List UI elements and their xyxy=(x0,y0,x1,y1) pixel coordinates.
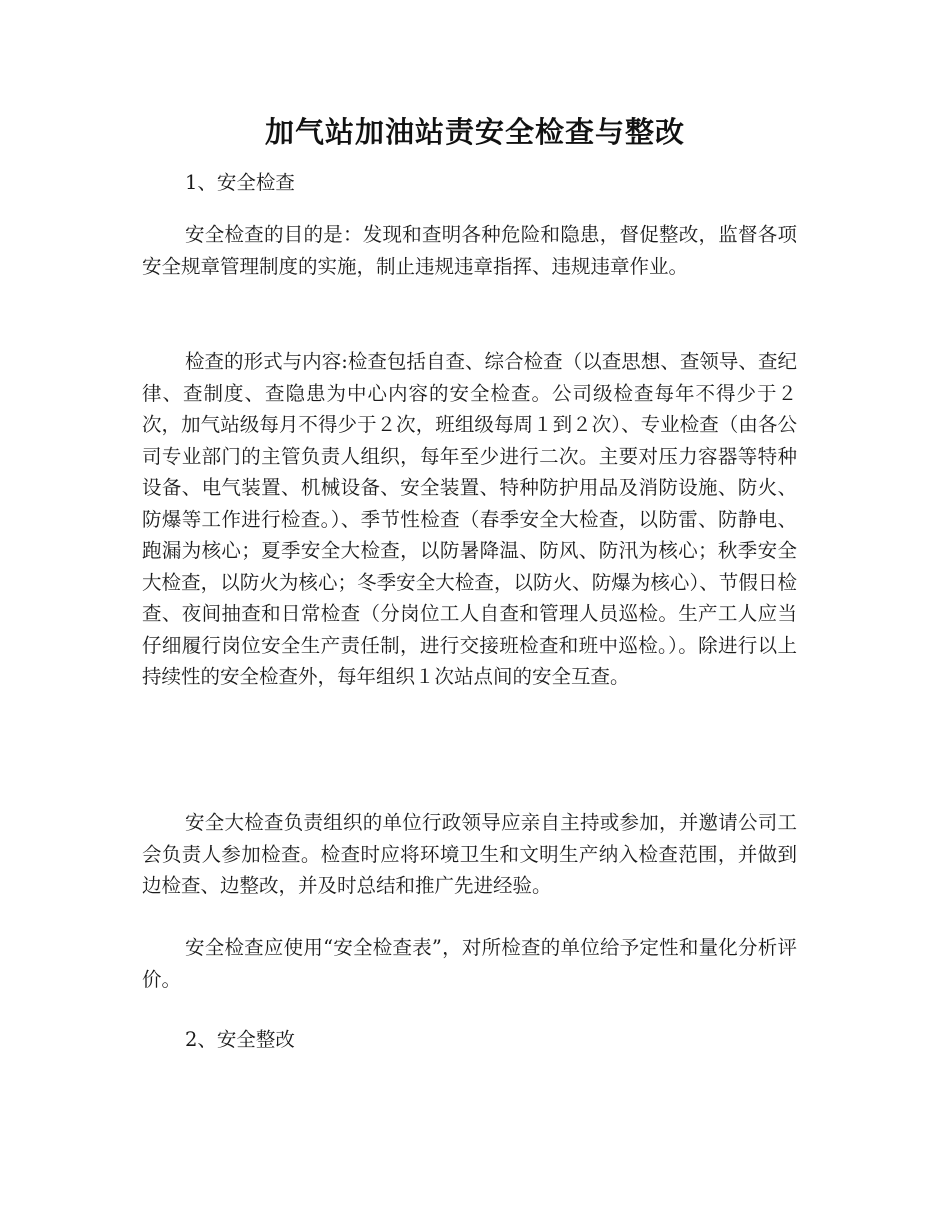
section-heading-safety-inspection: 1、安全检查 xyxy=(185,171,295,194)
paragraph-checklist-usage: 安全检查应使用“安全检查表”，对所检查的单位给予定性和量化分析评价。 xyxy=(142,936,797,991)
paragraph-major-inspection: 安全大检查负责组织的单位行政领导应亲自主持或参加，并邀请公司工会负责人参加检查。检查时应将环境卫生和文明生产纳入检查范围，并做到边检查、边整改，并及时总结和推广先进经验。 xyxy=(142,811,797,897)
paragraph-inspection-purpose: 安全检查的目的是：发现和查明各种危险和隐患，督促整改，监督各项安全规章管理制度的实施，制止违规违章指挥、违规违章作业。 xyxy=(142,223,797,278)
paragraph-inspection-forms: 检查的形式与内容:检查包括自查、综合检查（以查思想、查领导、查纪律、查制度、查隐患为中心内容的安全检查。公司级检查每年不得少于２次，加气站级每月不得少于２次，班组级每周１到２次）、专业检查（由各公司专业部门的主管负责人组织，每年至少进行二次。主要对压力容器等特种设备、电气装置、机械设备、安全装置、特种防护用品及消防设施、防火、防爆等工作进行检查。）、季节性检查（春季安全大检查，以防雷、防静电、跑漏为核心；夏季安全大检查，以防暑降温、防风、防汛为核心；秋季安全大检查，以防火为核心；冬季安全大检查，以防火、防爆为核心）、节假日检查、夜间抽查和日常检查（分岗位工人自查和管理人员巡检。生产工人应当仔细履行岗位安全生产责任制，进行交接班检查和班中巡检。）。除进行以上持续性的安全检查外，每年组织１次站点间的安全互查。 xyxy=(142,350,797,688)
document-title: 加气站加油站责安全检查与整改 xyxy=(264,115,685,149)
section-heading-safety-rectification: 2、安全整改 xyxy=(185,1028,295,1051)
